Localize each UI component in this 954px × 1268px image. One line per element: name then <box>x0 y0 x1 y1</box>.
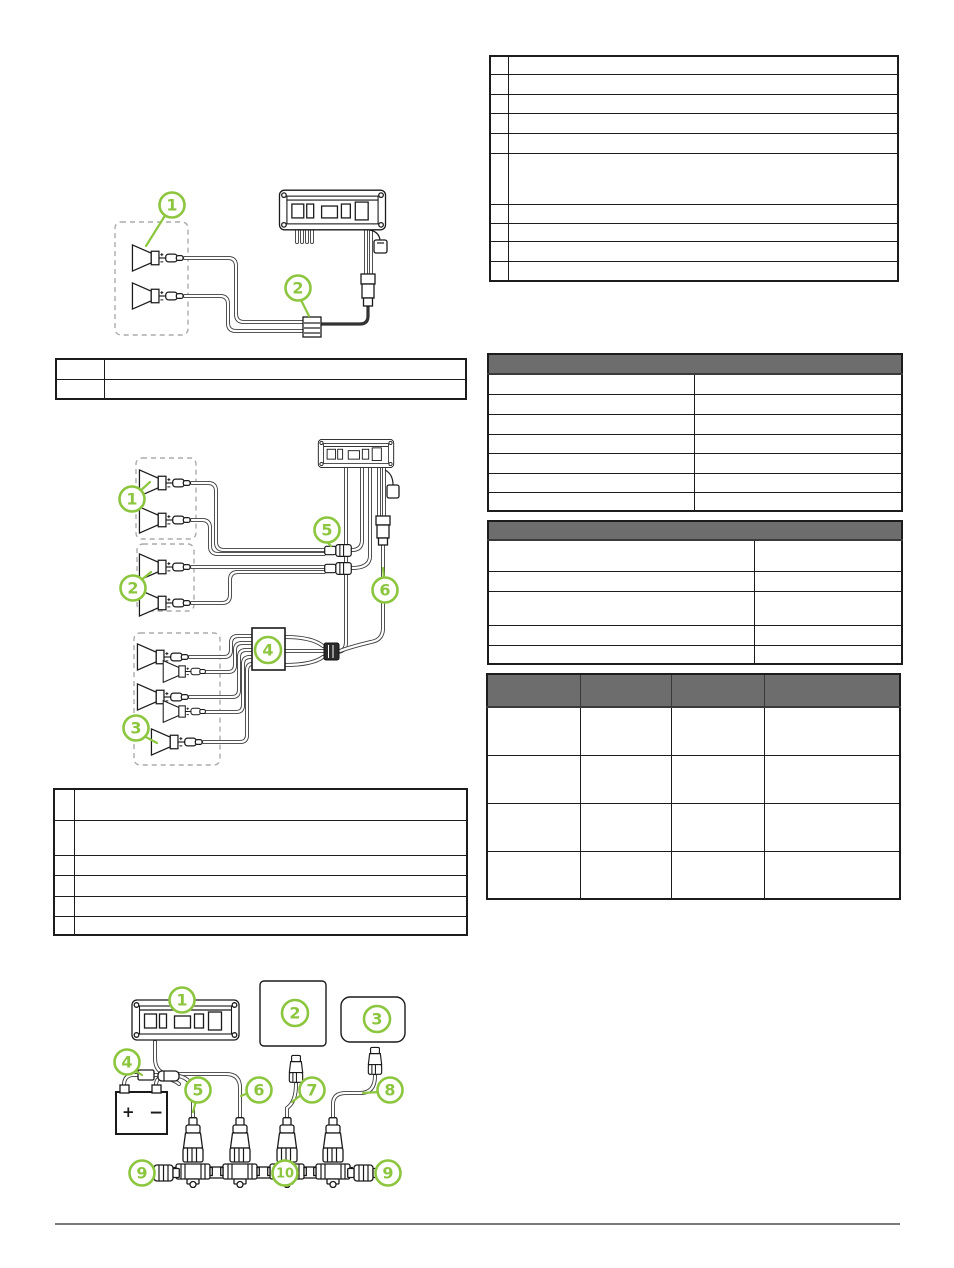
callout-6 <box>241 1078 272 1103</box>
table-cell <box>764 755 900 803</box>
table-cell <box>754 540 902 571</box>
table-cell <box>508 153 898 204</box>
table-cell <box>74 875 467 896</box>
table-cell <box>54 789 74 820</box>
speaker-pair-wiring-diagram <box>100 170 400 348</box>
battery-negative-label: − <box>149 1103 164 1123</box>
table-cell <box>488 414 694 434</box>
svg-text:1: 1 <box>166 195 178 215</box>
table-cell <box>764 803 900 851</box>
table-cell <box>487 755 580 803</box>
table-header-cell <box>671 674 764 707</box>
inline-connector-icon <box>325 545 352 557</box>
table-cell <box>490 133 508 153</box>
callout-3 <box>364 1006 390 1032</box>
table-cell <box>694 434 902 453</box>
table-row <box>54 855 467 875</box>
table-cell <box>74 855 467 875</box>
svg-text:6: 6 <box>379 580 391 600</box>
svg-text:10: 10 <box>275 1166 295 1182</box>
svg-text:3: 3 <box>130 718 142 738</box>
harness-connector-icon <box>361 274 375 306</box>
table-cell <box>671 707 764 755</box>
table-cell <box>487 851 580 899</box>
table-cell <box>74 789 467 820</box>
specifications-table-2 <box>487 520 903 665</box>
svg-text:2: 2 <box>127 578 139 598</box>
table-cell <box>754 571 902 591</box>
table-cell <box>580 755 671 803</box>
table-row <box>54 820 467 855</box>
table-row <box>490 56 898 74</box>
table-cell <box>488 374 694 394</box>
table-row <box>56 359 466 379</box>
table-cell <box>488 625 754 645</box>
table-cell <box>671 851 764 899</box>
table-cell <box>694 374 902 394</box>
table-cell <box>490 56 508 74</box>
table-cell <box>487 707 580 755</box>
table-cell <box>490 223 508 241</box>
table-cell <box>488 492 694 511</box>
callout-legend-table-speaker-pair <box>55 358 467 400</box>
table-row <box>490 204 898 223</box>
svg-text:4: 4 <box>121 1052 133 1072</box>
table-cell <box>671 803 764 851</box>
table-row <box>487 803 900 851</box>
table-cell <box>694 394 902 414</box>
table-row <box>488 591 902 625</box>
callout-1 <box>170 988 195 1013</box>
table-row <box>488 625 902 645</box>
svg-text:7: 7 <box>306 1080 318 1100</box>
svg-text:1: 1 <box>126 489 138 509</box>
power-connector-icon <box>158 1071 179 1081</box>
black-connector-icon <box>324 643 339 660</box>
drop-cable-connector-icon <box>230 1118 250 1162</box>
table-cell <box>580 851 671 899</box>
svg-text:9: 9 <box>136 1163 148 1183</box>
callout-1 <box>120 482 151 512</box>
table-cell <box>488 453 694 473</box>
svg-text:9: 9 <box>382 1163 394 1183</box>
device-connector-icon <box>289 1055 302 1082</box>
table-row <box>487 755 900 803</box>
callout-1 <box>146 193 185 247</box>
table-cell <box>508 113 898 133</box>
speaker-icon <box>139 507 190 533</box>
table-cell <box>508 133 898 153</box>
svg-text:8: 8 <box>384 1080 396 1100</box>
table-cell <box>754 625 902 645</box>
svg-text:4: 4 <box>262 640 274 660</box>
callout-4 <box>115 1050 143 1076</box>
wires <box>185 226 371 331</box>
callout-9-right <box>376 1161 401 1186</box>
table-cell <box>508 56 898 74</box>
table-cell <box>508 74 898 94</box>
table-cell <box>754 645 902 664</box>
table-row <box>488 414 902 434</box>
svg-text:5: 5 <box>321 520 333 540</box>
table-cell <box>764 851 900 899</box>
svg-text:5: 5 <box>192 1080 204 1100</box>
inline-connector-icon <box>325 563 352 575</box>
table-row <box>54 789 467 820</box>
callout-5 <box>186 1078 211 1113</box>
callout-4 <box>255 637 281 663</box>
table-row <box>490 223 898 241</box>
stereo-rear-icon <box>318 439 393 467</box>
table-cell <box>580 803 671 851</box>
table-cell <box>488 645 754 664</box>
table-row <box>490 74 898 94</box>
callout-legend-table-multi-speaker <box>53 788 468 936</box>
table-cell <box>56 379 104 399</box>
battery-positive-label: + <box>122 1103 135 1121</box>
table-cell <box>104 359 466 379</box>
table-header-cell <box>487 674 580 707</box>
t-connector-icon <box>314 1164 353 1188</box>
multi-speaker-wiring-diagram <box>100 430 430 788</box>
table-cell <box>74 896 467 916</box>
table-row <box>490 241 898 261</box>
table-cell <box>490 113 508 133</box>
table-cell <box>490 74 508 94</box>
table-cell <box>488 540 754 571</box>
specifications-grid-table <box>486 673 901 900</box>
stereo-rear-icon <box>279 190 385 230</box>
table-cell <box>54 916 74 935</box>
speaker-icon <box>151 729 202 755</box>
table-cell <box>490 261 508 281</box>
svg-text:2: 2 <box>292 278 304 298</box>
table-cell <box>580 707 671 755</box>
table-row <box>488 540 902 571</box>
nmea-network-diagram <box>100 980 430 1198</box>
table-cell <box>694 473 902 492</box>
speaker-icon <box>132 283 183 309</box>
table-cell <box>490 153 508 204</box>
table-cell <box>54 875 74 896</box>
table-row <box>488 434 902 453</box>
footer-rule <box>55 1223 900 1225</box>
table-row <box>488 453 902 473</box>
drop-cable-connector-icon <box>183 1118 203 1162</box>
table-cell <box>490 241 508 261</box>
table-cell <box>490 94 508 113</box>
table-cell <box>74 916 467 935</box>
svg-text:6: 6 <box>253 1080 265 1100</box>
table-header-cell <box>488 521 902 540</box>
table-cell <box>764 707 900 755</box>
table-cell <box>488 394 694 414</box>
table-cell <box>488 473 694 492</box>
specifications-table-1 <box>487 353 903 512</box>
speaker-icon <box>163 701 205 723</box>
table-row <box>54 875 467 896</box>
table-header-row <box>488 521 902 540</box>
table-cell <box>694 414 902 434</box>
speaker-icon <box>139 590 190 616</box>
speaker-icon <box>163 661 205 683</box>
table-cell <box>508 261 898 281</box>
callout-2 <box>286 276 311 317</box>
table-row <box>487 851 900 899</box>
table-header-row <box>487 674 900 707</box>
callout-2 <box>282 1000 308 1026</box>
drop-cable-connector-icon <box>323 1118 343 1162</box>
table-cell <box>694 492 902 511</box>
speaker-icon <box>139 470 190 496</box>
table-cell <box>488 434 694 453</box>
table-cell <box>74 820 467 855</box>
table-cell <box>694 453 902 473</box>
table-row <box>488 492 902 511</box>
table-cell <box>488 591 754 625</box>
inline-connector-icon <box>303 317 321 337</box>
table-row <box>488 571 902 591</box>
table-cell <box>487 803 580 851</box>
svg-text:3: 3 <box>371 1009 383 1029</box>
table-row <box>488 473 902 492</box>
table-cell <box>54 820 74 855</box>
device-connector-icon <box>368 1047 381 1074</box>
callout-5 <box>315 518 340 547</box>
table-row <box>54 916 467 935</box>
table-row <box>490 113 898 133</box>
table-row <box>490 153 898 204</box>
table-header-cell <box>580 674 671 707</box>
svg-text:1: 1 <box>176 990 188 1010</box>
drop-cable-connector-icon <box>277 1118 297 1162</box>
table-cell <box>54 855 74 875</box>
t-connector-icon <box>221 1164 260 1188</box>
table-row <box>488 374 902 394</box>
table-row <box>488 645 902 664</box>
battery-icon <box>116 1085 167 1134</box>
table-cell <box>754 591 902 625</box>
table-header-row <box>488 354 902 374</box>
table-header-cell <box>488 354 902 374</box>
table-cell <box>490 204 508 223</box>
table-cell <box>56 359 104 379</box>
svg-text:2: 2 <box>289 1003 301 1023</box>
table-row <box>56 379 466 399</box>
table-cell <box>671 755 764 803</box>
table-cell <box>508 241 898 261</box>
harness-connector-icon <box>376 516 390 545</box>
table-cell <box>508 223 898 241</box>
table-row <box>490 94 898 113</box>
table-cell <box>104 379 466 399</box>
callout-10 <box>273 1161 298 1186</box>
table-row <box>487 707 900 755</box>
speaker-icon <box>132 245 183 271</box>
table-cell <box>508 94 898 113</box>
table-cell <box>508 204 898 223</box>
fuse-holder-icon <box>385 470 399 498</box>
wires <box>190 468 384 742</box>
table-cell <box>488 571 754 591</box>
table-row <box>54 896 467 916</box>
table-row <box>488 394 902 414</box>
table-header-cell <box>764 674 900 707</box>
table-cell <box>54 896 74 916</box>
table-row <box>490 133 898 153</box>
callout-9-left <box>130 1161 155 1186</box>
table-row <box>490 261 898 281</box>
callout-legend-table-top-right <box>489 55 899 282</box>
